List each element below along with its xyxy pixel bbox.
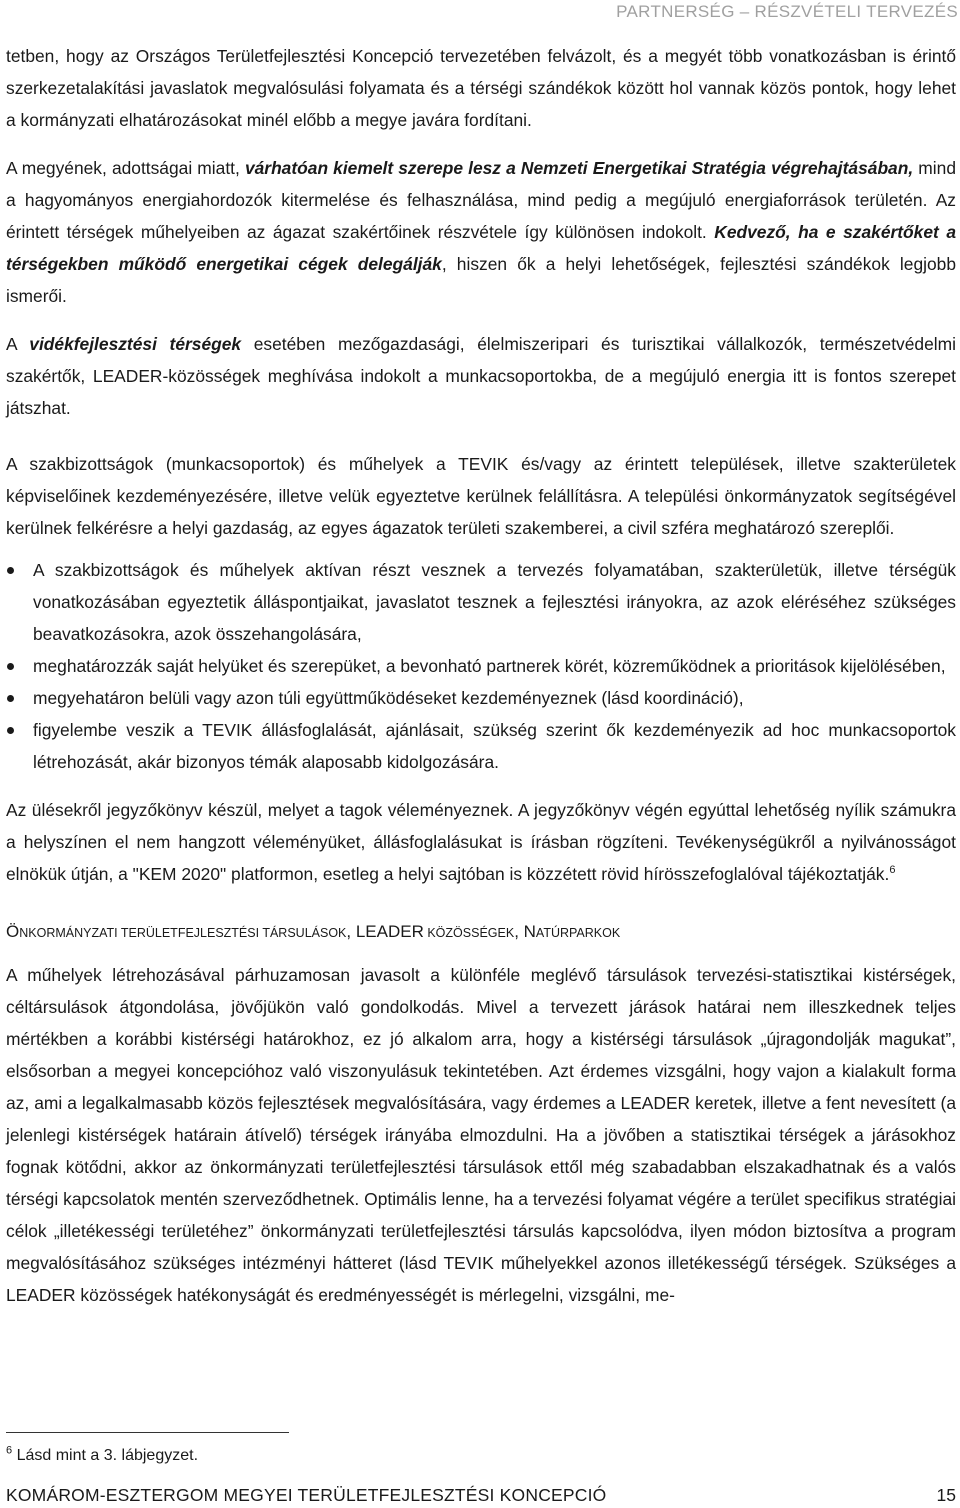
paragraph-5-text: Az ülésekről jegyzőkönyv készül, melyet a tagok véleményeznek. A jegyzőkönyv végén egyúttal lehetőség nyílik számukra a helyszínen el nem hangzott véleményüket, állásfoglalásukat is írásban rögzíteni. Tevékenységükről a nyilvánosságot elnökük útján, a "KEM 2020" platformon, esetleg a helyi sajtóban is közzétett rövid hírösszefoglalóval tájékoztatják.	[6, 800, 956, 884]
running-header: PARTNERSÉG – RÉSZVÉTELI TERVEZÉS	[616, 2, 958, 21]
heading-part-2-rest: KÖZÖSSÉGEK	[423, 926, 515, 940]
paragraph-4: A szakbizottságok (munkacsoportok) és műhelyek a TEVIK és/vagy az érintett települések, illetve szakterületek képviselőinek kezdeményezésére, illetve velük egyeztetve kerülnek felállításra. A települési önkormányzatok segítségével kerülnek felkérésre a helyi gazdaság, az egyes ágazatok területi szakemberei, a civil szféra meghatározó szereplői.	[6, 454, 956, 538]
paragraph-3-text-a: A	[6, 334, 30, 354]
paragraph-1: tetben, hogy az Országos Területfejlesztési Koncepció tervezetében felvázolt, és a megyét több vonatkozásban is érintő szerkezetalakítási javaslatok megvalósulási folyamata és a térségi szándékok között hol vannak közös pontok, hogy lehet a kormányzati elhatározásokat minél előbb a megye javára fordítani.	[6, 46, 956, 130]
paragraph-5	[6, 794, 956, 890]
bullet-item-4: figyelembe veszik a TEVIK állásfoglalását, ajánlásait, szükség szerint ők kezdeményezik ad hoc munkacsoportok létrehozását, akár bizonyos témák alaposabb kidolgozására.	[6, 714, 956, 778]
footnote-number: 6	[6, 1444, 13, 1457]
bullet-item-1: A szakbizottságok és műhelyek aktívan részt vesznek a tervezés folyamatában, szakterületük, illetve térségük vonatkozásában egyeztetik álláspontjaikat, javaslatot tesznek a fejlesztési irányokra, az azok eléréséhez szükséges beavatkozásokra, azok összehangolására,	[6, 554, 956, 650]
paragraph-2-emphasis-energy-strategy: várhatóan kiemelt szerepe lesz a Nemzeti Energetikai Stratégia végrehajtásában,	[244, 158, 914, 178]
footnote-text: Lásd mint a 3. lábjegyzet.	[12, 1447, 199, 1464]
heading-separator-2: ,	[514, 922, 524, 941]
paragraph-2-text-e: , hiszen ők a helyi lehetőségek, fejlesztési szándékok legjobb ismerői.	[6, 254, 956, 306]
footnote-divider	[6, 1432, 289, 1433]
paragraph-6: A műhelyek létrehozásával párhuzamosan javasolt a különféle meglévő társulások tervezési-statisztikai kistérségek, céltársulások átgondolása, jövőjükön való gondolkodás. Mivel a tervezett járások határai nem illeszkednek teljes mértékben a korábbi kistérségi határokhoz, ez jó alkalom arra, hogy a kistérségi társulások „újragondolják magukat”, elsősorban a megyei koncepcióhoz való viszonyulásuk tekintetében. Azt érdemes vizsgálni, hogy vajon a kialakult forma az, ami a legalkalmasabb közös fejlesztések megvalósítására, vagy érdemes a LEADER keretek, illetve a fent nevesített (a jelenlegi kistérségek határain átívelő) térségek irányába elmozdulni. Ha a jövőben a statisztikai térségek a járásokhoz fognak kötődni, akkor az önkormányzati területfejlesztési társulások ettől még szabadabban elszakadhatnak és a valós térségi kapcsolatok mentén szerveződhetnek. Optimális lenne, ha a tervezési folyamat végére a terület specifikus stratégiai célok „illetékességi területéhez” önkormányzati területfejlesztési társulás kapcsolódva, ilyen módon biztosítva a program megvalósításához szükséges intézményi hátteret (lásd TEVIK műhelyekkel azonos illetékességű térségek. Szükséges a LEADER közösségek hatékonyságát és eredményességét is mérlegelni, vizsgálni, me-	[6, 965, 956, 1305]
heading-part-3-rest: ATÚRPARKOK	[535, 926, 621, 940]
bullet-item-2: meghatározzák saját helyüket és szerepüket, a bevonható partnerek körét, közreműködnek a prioritások kijelölésében,	[6, 650, 956, 682]
paragraph-2-text-c: mind a hagyományos energiahordozók kitermelése és felhasználása, mind pedig a megújuló energiaforrások területén. Az érintett térségek műhelyeiben az ágazat szakértőinek részvétele így különösen indokolt.	[6, 158, 956, 242]
footnote	[6, 1442, 198, 1470]
heading-part-1-initial: Ö	[6, 922, 20, 941]
paragraph-2-text-a: A megyének, adottságai miatt,	[6, 158, 245, 178]
footnote-reference[interactable]: 6	[889, 864, 896, 877]
section-heading	[6, 916, 956, 949]
paragraph-3-emphasis-rural-regions: vidékfejlesztési térségek	[29, 334, 242, 354]
paragraph-2-emphasis-experts: Kedvező, ha e szakértőket a térségekben működő energetikai cégek delegálják	[6, 222, 956, 274]
heading-separator-1: ,	[346, 922, 356, 941]
paragraph-3	[6, 328, 956, 424]
page-number: 15	[936, 1485, 956, 1505]
paragraph-3-text-c: esetében mezőgazdasági, élelmiszeripari és turisztikai vállalkozók, természetvédelmi szakértők, LEADER-közösségek meghívása indokolt a munkacsoportokba, de a megújuló energia itt is fontos szerepet játszhat.	[6, 334, 956, 418]
paragraph-2	[6, 152, 956, 312]
page-body	[6, 40, 956, 1311]
heading-part-1-rest: NKORMÁNYZATI TERÜLETFEJLESZTÉSI TÁRSULÁSOK	[19, 926, 347, 940]
heading-part-2-initial: LEADER	[355, 922, 424, 941]
bullet-item-3: megyehatáron belüli vagy azon túli együttműködéseket kezdeményeznek (lásd koordináció),	[6, 682, 956, 714]
footer-document-title: KOMÁROM-ESZTERGOM MEGYEI TERÜLETFEJLESZTÉSI KONCEPCIÓ	[6, 1485, 607, 1505]
heading-part-3-initial: N	[523, 922, 536, 941]
bullet-list	[6, 554, 956, 778]
